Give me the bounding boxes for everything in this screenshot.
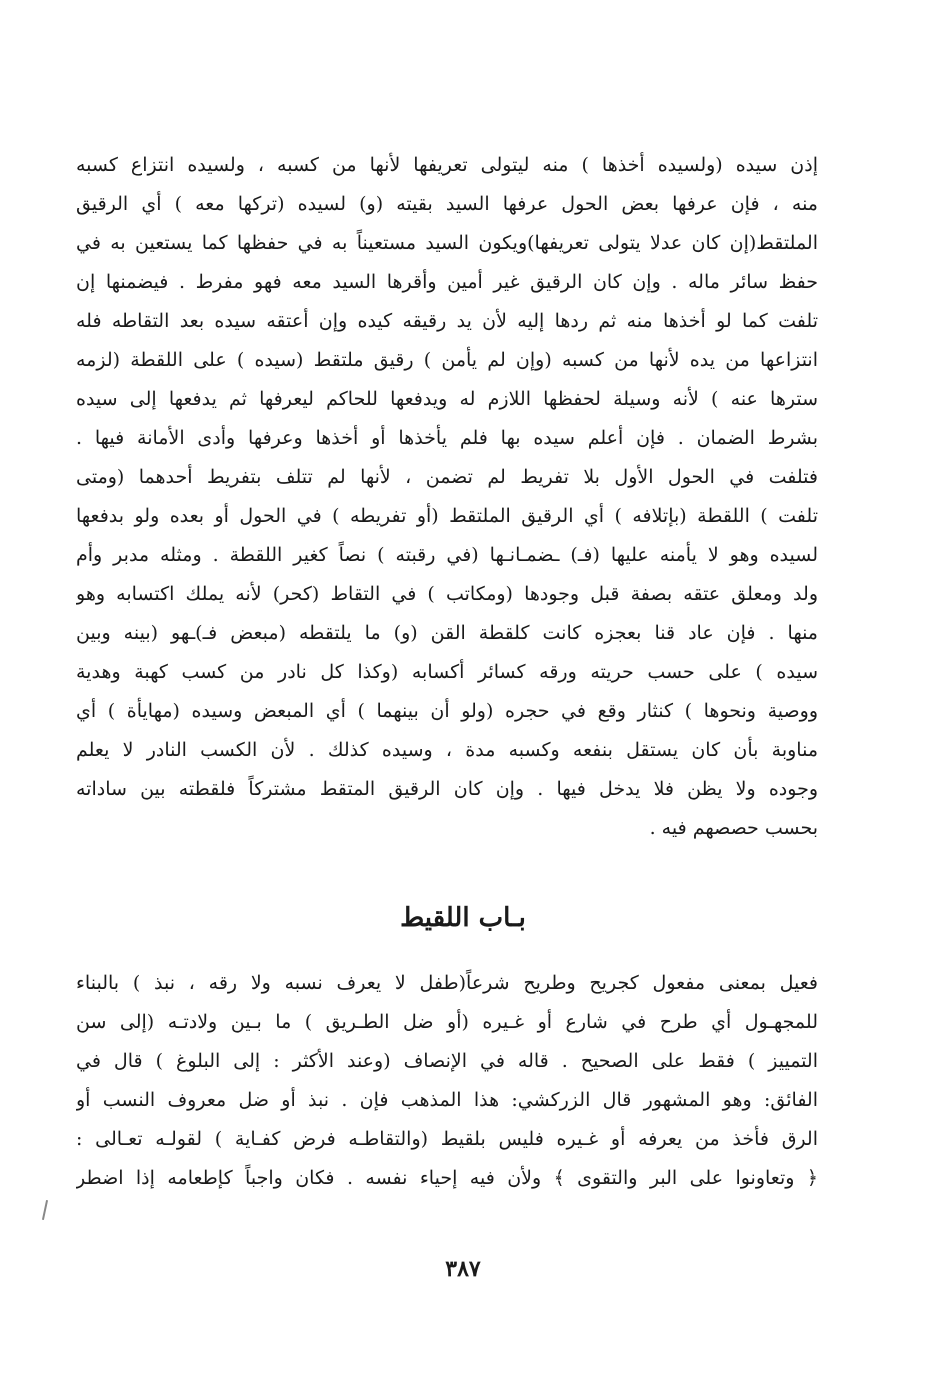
text-line: سترها عنه ) لأنه وسيلة لحفظها اللازم له ويدفعها للحاكم ليعرفها ثم يدفعها إلى سيده [76, 388, 818, 410]
margin-mark [42, 1200, 48, 1220]
text-line: فتلفت في الحول الأول بلا تفريط لم تضمن ، لأنها لم تتلف بتفريط أحدهما (ومتى [76, 466, 818, 488]
text-line: الفائق: وهو المشهور قال الزركشي: هذا المذهب فإن . نبذ أو ضل معروف النسب أو [76, 1089, 818, 1111]
text-line: إذن سيده (ولسيده أخذها ) منه ليتولى تعريفها لأنها من كسبه ، ولسيده انتزاع كسبه [76, 154, 818, 176]
text-line: بحسب حصصهم فيه . [649, 817, 818, 839]
top-paragraph [76, 146, 818, 848]
text-line: ووصية ونحوها ) كنثار وقع في حجره (ولو أن بينهما ) أي المبعض وسيده (مهايأة ) أي [76, 700, 818, 722]
bottom-paragraph [76, 964, 818, 1198]
text-line: منه ، فإن عرفها بعض الحول عرفها السيد بقيته (و) لسيده (تركها معه ) أي الرقيق [76, 193, 818, 215]
text-line: لسيده وهو لا يأمنه عليها (فـ) ـضمـانـها (في رقبته ) نصاً كغير اللقطة . ومثله مدبر وأم [76, 544, 818, 566]
text-line: تلفت كما لو أخذها منه ثم ردها إليه لأن يد رقيقه كيده وإن أعتقه سيده بعد التقاطه فله [76, 310, 818, 332]
text-line: الملتقط(إن كان عدلا يتولى تعريفها)ويكون السيد مستعيناً به في حفظها كما يستعين به في [76, 232, 818, 254]
text-line: بشرط الضمان . فإن أعلم سيده بها فلم يأخذها أو أخذها وعرفها وأدى الأمانة فيها . [76, 427, 818, 449]
text-line: فعيل بمعنى مفعول كجريح وطريح شرعاً(طفل لا يعرف نسبه ولا رقه ، نبذ ) بالبناء [76, 972, 818, 994]
text-line: ﴿ وتعاونوا على البر والتقوى ﴾ ولأن فيه إحياء نفسه . فكان واجباً كإطعامه إذا اضطر [76, 1167, 818, 1189]
text-line: التمييز ) فقط على الصحيح . قاله في الإنصاف (وعند الأكثر : إلى البلوغ ) قال في [76, 1050, 818, 1072]
text-line: سيده ) على حسب حريته ورقه كسائر أكسابه (وكذا كل نادر من كسب كهبة وهدية [76, 661, 818, 683]
text-line: حفظ سائر ماله . وإن كان الرقيق غير أمين وأقرها السيد معه فهو مفرط . فيضمنها إن [76, 271, 818, 293]
text-line: انتزاعها من يده لأنها من كسبه (وإن لم يأمن ) رقيق ملتقط (سيده ) على اللقطة (لزمه [76, 349, 818, 371]
text-line: مناوبة بأن كان يستقل بنفعه وكسبه مدة ، وسيده كذلك . لأن الكسب النادر لا يعلم [76, 739, 818, 761]
page-number: ٣٨٧ [445, 1256, 481, 1282]
text-line: تلفت ) اللقطة (بإتلافه ) أي الرقيق الملتقط (أو تفريطه ) في الحول أو بعده ولو بدفعها [76, 505, 818, 527]
text-line: ولد ومعلق عتقه بصفة قبل وجودها (ومكاتب ) في التقاط (كحر) لأنه يملك اكتسابه وهو [76, 583, 818, 605]
section-heading: بـاب اللقيط [400, 903, 526, 933]
text-line: الرق فأخذ من يعرفه أو غـيره فليس بلقيط (والتقاطـه فرض كفـاية ) لقولـه تعـالى : [76, 1128, 818, 1150]
text-line: للمجهـول أي طرح في شارع أو غـيره (أو ضل الطـريق ) ما بـين ولادتـه (إلى سن [76, 1011, 818, 1033]
text-line: منها . فإن عاد قنا بعجزه كانت كلقطة القن (و) ما يلتقطه (مبعض فـ)ـهو (بينه وبين [76, 622, 818, 644]
text-line: وجوده ولا يظن فلا يدخل فيها . وإن كان الرقيق المتقط مشتركاً فلقطته بين ساداته [76, 778, 818, 800]
